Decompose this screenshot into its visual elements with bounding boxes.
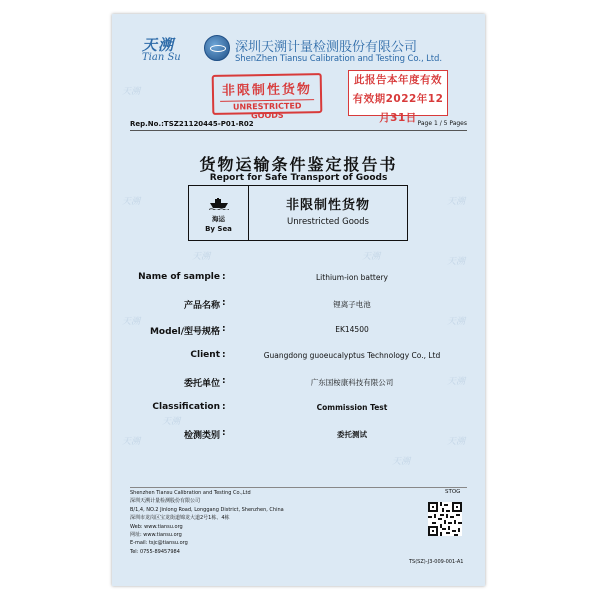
validity-stamp xyxy=(348,70,448,124)
footer-line: Web: www.tiansu.org xyxy=(130,523,183,530)
ship-icon xyxy=(209,198,229,210)
footer-line: E-mail: tsjc@tiansu.org xyxy=(130,540,188,547)
footer-line: 深圳市龙岗区宝龙街道锦龙大道2号1栋、4栋 xyxy=(130,515,230,522)
report-number: Rep.No.:TSZ21120445-P01-R02 xyxy=(130,120,254,128)
qr-code-icon xyxy=(428,502,462,536)
validity-line-1: 此报告本年度有效 xyxy=(354,74,442,86)
header-divider xyxy=(130,130,467,131)
field-colon: : xyxy=(222,402,226,412)
goods-class-cell xyxy=(249,186,407,240)
company-name-cn: 深圳天溯计量检测股份有限公司 xyxy=(235,40,418,55)
transport-classification-box xyxy=(188,185,408,241)
field-row xyxy=(112,350,485,370)
brand-logo-cn: 天溯 xyxy=(142,36,175,54)
stamp-text-cn: 非限制性货物 xyxy=(221,82,313,99)
transport-mode-en: By Sea xyxy=(205,225,232,233)
field-value: 锂离子电池 xyxy=(333,300,371,309)
field-value: Commission Test xyxy=(316,403,388,412)
field-colon: : xyxy=(222,350,226,360)
field-label: 检测类别 xyxy=(183,431,220,441)
field-colon: : xyxy=(222,272,226,282)
report-page: 天溯 天溯 天溯 天溯 天溯 天溯 天溯 天溯 天溯 天溯 天溯 天溯 天溯 天溯 Tian Su 深圳天溯计量检测股份有限公司 ShenZhen Tiansu Calibration and Testing Co., Ltd. 非限制性货物 UNRESTRICTED GOODS 此报告本年度有效 有效期2022年12月31日 Rep.No.:TSZ21120445-P01-R02 Page 1 / 5 Pages 货物运输条件鉴定报告书 Report for Safe Transport of Goods 海运 By Sea 非限制性货物 Unrestricted Goods Name of sample : Lithium-ion battery 产品名称 : 锂离子电池 Model/型号规格 : EK14500 Client : Guangdong guoeucalyptus Technology Co., Ltd 委托单位 : 广东国桉康科技有限公司 Classification : Commission Test 检测类别 : 委托测试 Shenzhen Tiansu Calibration and Testing Co.,Ltd 深圳天溯计量检测股份有限公司 B/1,4, NO.2 Jinlong Road, Longgang District, Shenzhen, China 深圳市龙岗区宝龙街道锦龙大道2号1栋、4栋 Web: www.tiansu.org 网址: www.tiansu.org E-mail: tsjc@tiansu.org Tel: 0755-89457984 STOG TS(SZ)-J3-009-001-A1 xyxy=(112,14,485,586)
goods-class-cn: 非限制性货物 xyxy=(285,198,370,213)
page-number: Page 1 / 5 Pages xyxy=(417,120,467,127)
stog-label: STOG xyxy=(445,489,461,495)
field-label: 委托单位 xyxy=(183,379,220,389)
form-code: TS(SZ)-J3-009-001-A1 xyxy=(409,559,464,565)
field-row xyxy=(112,428,485,448)
field-colon: : xyxy=(222,376,226,386)
field-row xyxy=(112,272,485,292)
footer-line: 网址: www.tiansu.org xyxy=(130,532,182,539)
globe-logo-icon xyxy=(204,35,230,61)
footer-line: Tel: 0755-89457984 xyxy=(130,548,180,555)
report-title-cn: 货物运输条件鉴定报告书 xyxy=(199,155,398,174)
field-row xyxy=(112,376,485,396)
stamp-text-en: UNRESTRICTED GOODS xyxy=(220,99,314,121)
field-row xyxy=(112,324,485,344)
unrestricted-goods-stamp xyxy=(212,73,323,121)
transport-mode-cell xyxy=(189,186,249,240)
field-row xyxy=(112,402,485,422)
field-value: Guangdong guoeucalyptus Technology Co., Ltd xyxy=(263,351,441,360)
field-colon: : xyxy=(222,324,226,334)
goods-class-en: Unrestricted Goods xyxy=(287,217,369,227)
field-label: Model/型号规格 xyxy=(149,327,220,337)
field-colon: : xyxy=(222,298,226,308)
company-name-en: ShenZhen Tiansu Calibration and Testing Co., Ltd. xyxy=(235,54,442,64)
brand-logo-en: Tian Su xyxy=(142,52,181,63)
field-value: 广东国桉康科技有限公司 xyxy=(310,378,394,387)
field-value: Lithium-ion battery xyxy=(316,273,388,282)
field-value: 委托测试 xyxy=(337,430,367,439)
footer-line: 深圳天溯计量检测股份有限公司 xyxy=(130,498,201,505)
footer-line: B/1,4, NO.2 Jinlong Road, Longgang District, Shenzhen, China xyxy=(130,506,284,513)
footer-contact xyxy=(130,489,284,556)
field-value: EK14500 xyxy=(335,325,369,334)
letterhead xyxy=(112,22,485,70)
field-label: 产品名称 xyxy=(183,301,220,311)
report-title-en: Report for Safe Transport of Goods xyxy=(209,173,388,183)
validity-line-2: 有效期2022年12月31日 xyxy=(352,93,444,124)
footer-line: Shenzhen Tiansu Calibration and Testing Co.,Ltd xyxy=(130,490,251,496)
field-colon: : xyxy=(222,428,226,438)
footer-divider xyxy=(130,487,467,488)
field-label: Name of sample xyxy=(138,272,220,282)
field-label: Classification xyxy=(152,402,220,412)
field-label: Client xyxy=(190,350,220,360)
transport-mode-cn: 海运 xyxy=(212,215,225,223)
field-row xyxy=(112,298,485,318)
